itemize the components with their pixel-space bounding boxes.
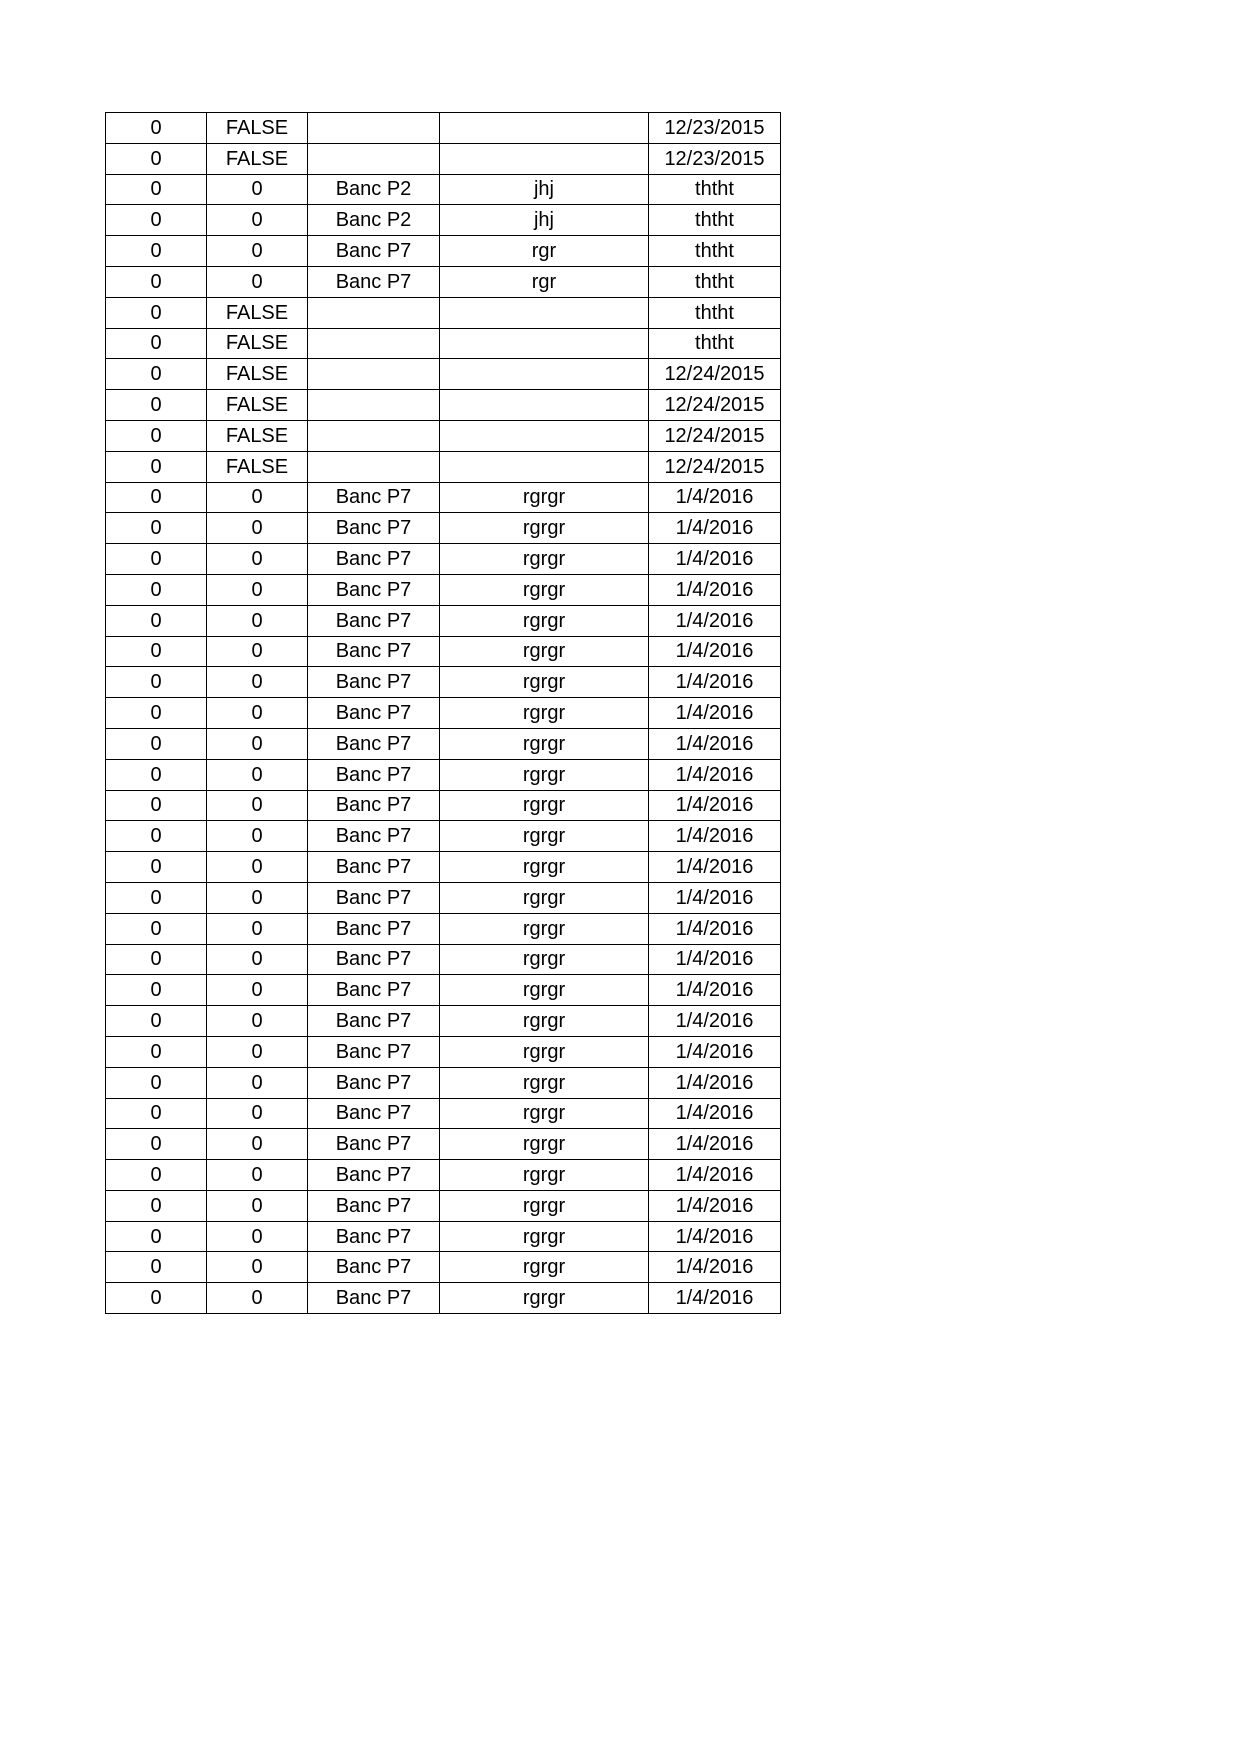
col-2-cell: 0 xyxy=(207,1160,308,1191)
col-2-cell: 0 xyxy=(207,236,308,267)
col-2-cell: 0 xyxy=(207,667,308,698)
col-1-cell: 0 xyxy=(106,544,207,575)
date-cell: 1/4/2016 xyxy=(649,698,781,729)
table-row xyxy=(106,420,781,451)
col-1-cell: 0 xyxy=(106,944,207,975)
col-2-cell: 0 xyxy=(207,636,308,667)
date-cell: 1/4/2016 xyxy=(649,1160,781,1191)
date-cell: 1/4/2016 xyxy=(649,1067,781,1098)
code-cell: rgrgr xyxy=(440,882,649,913)
bank-cell: Banc P7 xyxy=(308,1283,440,1314)
bank-cell: Banc P7 xyxy=(308,790,440,821)
col-1-cell: 0 xyxy=(106,266,207,297)
bank-cell xyxy=(308,390,440,421)
col-2-cell: 0 xyxy=(207,266,308,297)
code-cell: rgr xyxy=(440,266,649,297)
table-row xyxy=(106,1252,781,1283)
date-cell: 12/23/2015 xyxy=(649,143,781,174)
table-row xyxy=(106,297,781,328)
table-row xyxy=(106,821,781,852)
col-2-cell: 0 xyxy=(207,913,308,944)
date-cell: 1/4/2016 xyxy=(649,759,781,790)
bank-cell: Banc P7 xyxy=(308,266,440,297)
bank-cell: Banc P7 xyxy=(308,544,440,575)
bank-cell xyxy=(308,451,440,482)
table-row xyxy=(106,174,781,205)
bank-cell: Banc P7 xyxy=(308,698,440,729)
bank-cell: Banc P7 xyxy=(308,636,440,667)
date-cell: 12/24/2015 xyxy=(649,390,781,421)
table-row xyxy=(106,451,781,482)
code-cell: jhj xyxy=(440,205,649,236)
col-1-cell: 0 xyxy=(106,390,207,421)
bank-cell: Banc P7 xyxy=(308,1190,440,1221)
col-1-cell: 0 xyxy=(106,574,207,605)
bank-cell: Banc P7 xyxy=(308,759,440,790)
col-1-cell: 0 xyxy=(106,236,207,267)
table-row xyxy=(106,1283,781,1314)
col-2-cell: 0 xyxy=(207,513,308,544)
bank-cell: Banc P7 xyxy=(308,882,440,913)
data-table xyxy=(105,112,781,1314)
table-row xyxy=(106,574,781,605)
table-body xyxy=(106,113,781,1314)
col-1-cell: 0 xyxy=(106,1160,207,1191)
bank-cell: Banc P7 xyxy=(308,1129,440,1160)
code-cell: rgrgr xyxy=(440,975,649,1006)
bank-cell: Banc P7 xyxy=(308,821,440,852)
col-1-cell: 0 xyxy=(106,1283,207,1314)
col-2-cell: 0 xyxy=(207,728,308,759)
code-cell xyxy=(440,143,649,174)
table-row xyxy=(106,913,781,944)
code-cell: rgrgr xyxy=(440,1036,649,1067)
table-row xyxy=(106,236,781,267)
table-row xyxy=(106,328,781,359)
col-1-cell: 0 xyxy=(106,1221,207,1252)
table-row xyxy=(106,605,781,636)
date-cell: 1/4/2016 xyxy=(649,1129,781,1160)
code-cell: rgrgr xyxy=(440,759,649,790)
bank-cell: Banc P7 xyxy=(308,667,440,698)
col-1-cell: 0 xyxy=(106,205,207,236)
date-cell: 1/4/2016 xyxy=(649,1190,781,1221)
col-2-cell: 0 xyxy=(207,698,308,729)
code-cell: rgrgr xyxy=(440,1283,649,1314)
table-row xyxy=(106,1006,781,1037)
code-cell: rgr xyxy=(440,236,649,267)
date-cell: 1/4/2016 xyxy=(649,852,781,883)
bank-cell: Banc P7 xyxy=(308,482,440,513)
col-1-cell: 0 xyxy=(106,482,207,513)
bank-cell: Banc P7 xyxy=(308,944,440,975)
col-2-cell: 0 xyxy=(207,1006,308,1037)
col-1-cell: 0 xyxy=(106,975,207,1006)
date-cell: 1/4/2016 xyxy=(649,944,781,975)
bank-cell: Banc P2 xyxy=(308,174,440,205)
col-2-cell: FALSE xyxy=(207,113,308,144)
bank-cell: Banc P7 xyxy=(308,1067,440,1098)
date-cell: 1/4/2016 xyxy=(649,1252,781,1283)
col-1-cell: 0 xyxy=(106,605,207,636)
col-2-cell: 0 xyxy=(207,1036,308,1067)
date-cell: ththt xyxy=(649,174,781,205)
bank-cell: Banc P2 xyxy=(308,205,440,236)
code-cell: rgrgr xyxy=(440,605,649,636)
col-2-cell: 0 xyxy=(207,544,308,575)
date-cell: 1/4/2016 xyxy=(649,1098,781,1129)
date-cell: 1/4/2016 xyxy=(649,1036,781,1067)
date-cell: ththt xyxy=(649,205,781,236)
col-2-cell: 0 xyxy=(207,1283,308,1314)
date-cell: 1/4/2016 xyxy=(649,605,781,636)
table-row xyxy=(106,698,781,729)
table-row xyxy=(106,143,781,174)
bank-cell: Banc P7 xyxy=(308,852,440,883)
col-2-cell: FALSE xyxy=(207,143,308,174)
bank-cell xyxy=(308,359,440,390)
table-row xyxy=(106,944,781,975)
date-cell: ththt xyxy=(649,328,781,359)
date-cell: 1/4/2016 xyxy=(649,1283,781,1314)
table-row xyxy=(106,728,781,759)
code-cell: rgrgr xyxy=(440,821,649,852)
col-1-cell: 0 xyxy=(106,882,207,913)
col-2-cell: 0 xyxy=(207,759,308,790)
bank-cell: Banc P7 xyxy=(308,728,440,759)
bank-cell: Banc P7 xyxy=(308,913,440,944)
col-1-cell: 0 xyxy=(106,1252,207,1283)
code-cell: rgrgr xyxy=(440,1190,649,1221)
date-cell: ththt xyxy=(649,266,781,297)
code-cell: rgrgr xyxy=(440,728,649,759)
date-cell: 1/4/2016 xyxy=(649,482,781,513)
date-cell: 1/4/2016 xyxy=(649,574,781,605)
col-2-cell: 0 xyxy=(207,882,308,913)
table-row xyxy=(106,852,781,883)
code-cell: rgrgr xyxy=(440,1221,649,1252)
bank-cell xyxy=(308,113,440,144)
code-cell: rgrgr xyxy=(440,1006,649,1037)
table-row xyxy=(106,1067,781,1098)
code-cell xyxy=(440,420,649,451)
table-row xyxy=(106,1036,781,1067)
col-2-cell: 0 xyxy=(207,205,308,236)
col-2-cell: 0 xyxy=(207,1190,308,1221)
date-cell: 12/23/2015 xyxy=(649,113,781,144)
col-1-cell: 0 xyxy=(106,1006,207,1037)
code-cell: rgrgr xyxy=(440,852,649,883)
col-2-cell: 0 xyxy=(207,790,308,821)
table-row xyxy=(106,759,781,790)
table-row xyxy=(106,636,781,667)
col-1-cell: 0 xyxy=(106,174,207,205)
col-2-cell: FALSE xyxy=(207,390,308,421)
col-1-cell: 0 xyxy=(106,1098,207,1129)
col-2-cell: 0 xyxy=(207,1098,308,1129)
date-cell: 12/24/2015 xyxy=(649,420,781,451)
bank-cell: Banc P7 xyxy=(308,1160,440,1191)
code-cell: rgrgr xyxy=(440,944,649,975)
table-row xyxy=(106,513,781,544)
bank-cell: Banc P7 xyxy=(308,975,440,1006)
col-2-cell: FALSE xyxy=(207,451,308,482)
col-2-cell: 0 xyxy=(207,174,308,205)
col-1-cell: 0 xyxy=(106,513,207,544)
table-row xyxy=(106,1221,781,1252)
code-cell: jhj xyxy=(440,174,649,205)
table-row xyxy=(106,482,781,513)
col-2-cell: 0 xyxy=(207,1129,308,1160)
col-2-cell: FALSE xyxy=(207,359,308,390)
bank-cell xyxy=(308,297,440,328)
col-2-cell: 0 xyxy=(207,975,308,1006)
col-2-cell: 0 xyxy=(207,574,308,605)
date-cell: 1/4/2016 xyxy=(649,667,781,698)
code-cell xyxy=(440,297,649,328)
col-1-cell: 0 xyxy=(106,636,207,667)
code-cell: rgrgr xyxy=(440,574,649,605)
date-cell: ththt xyxy=(649,236,781,267)
code-cell: rgrgr xyxy=(440,513,649,544)
code-cell xyxy=(440,113,649,144)
bank-cell xyxy=(308,420,440,451)
table-row xyxy=(106,544,781,575)
bank-cell: Banc P7 xyxy=(308,574,440,605)
col-1-cell: 0 xyxy=(106,1067,207,1098)
bank-cell: Banc P7 xyxy=(308,605,440,636)
col-2-cell: 0 xyxy=(207,1067,308,1098)
table-row xyxy=(106,975,781,1006)
table-row xyxy=(106,1190,781,1221)
col-1-cell: 0 xyxy=(106,852,207,883)
table-row xyxy=(106,1160,781,1191)
date-cell: 1/4/2016 xyxy=(649,882,781,913)
code-cell xyxy=(440,359,649,390)
date-cell: 1/4/2016 xyxy=(649,1006,781,1037)
date-cell: 12/24/2015 xyxy=(649,359,781,390)
bank-cell xyxy=(308,143,440,174)
bank-cell: Banc P7 xyxy=(308,1006,440,1037)
col-2-cell: FALSE xyxy=(207,420,308,451)
col-1-cell: 0 xyxy=(106,1036,207,1067)
date-cell: 1/4/2016 xyxy=(649,975,781,1006)
date-cell: 1/4/2016 xyxy=(649,636,781,667)
bank-cell: Banc P7 xyxy=(308,1221,440,1252)
bank-cell xyxy=(308,328,440,359)
table-row xyxy=(106,1129,781,1160)
col-2-cell: FALSE xyxy=(207,328,308,359)
code-cell: rgrgr xyxy=(440,482,649,513)
code-cell: rgrgr xyxy=(440,1160,649,1191)
bank-cell: Banc P7 xyxy=(308,1252,440,1283)
table-row xyxy=(106,390,781,421)
code-cell: rgrgr xyxy=(440,1129,649,1160)
date-cell: 1/4/2016 xyxy=(649,913,781,944)
col-1-cell: 0 xyxy=(106,913,207,944)
table-row xyxy=(106,359,781,390)
table-row xyxy=(106,266,781,297)
table-row xyxy=(106,113,781,144)
col-1-cell: 0 xyxy=(106,1190,207,1221)
date-cell: 12/24/2015 xyxy=(649,451,781,482)
col-2-cell: 0 xyxy=(207,944,308,975)
col-2-cell: 0 xyxy=(207,852,308,883)
date-cell: 1/4/2016 xyxy=(649,728,781,759)
date-cell: ththt xyxy=(649,297,781,328)
code-cell: rgrgr xyxy=(440,1252,649,1283)
table-row xyxy=(106,790,781,821)
col-1-cell: 0 xyxy=(106,451,207,482)
col-1-cell: 0 xyxy=(106,113,207,144)
date-cell: 1/4/2016 xyxy=(649,513,781,544)
date-cell: 1/4/2016 xyxy=(649,821,781,852)
col-2-cell: 0 xyxy=(207,1252,308,1283)
code-cell: rgrgr xyxy=(440,913,649,944)
col-1-cell: 0 xyxy=(106,328,207,359)
col-2-cell: 0 xyxy=(207,482,308,513)
col-2-cell: FALSE xyxy=(207,297,308,328)
col-2-cell: 0 xyxy=(207,605,308,636)
table-row xyxy=(106,882,781,913)
col-1-cell: 0 xyxy=(106,143,207,174)
col-1-cell: 0 xyxy=(106,790,207,821)
code-cell xyxy=(440,451,649,482)
code-cell: rgrgr xyxy=(440,667,649,698)
table-row xyxy=(106,667,781,698)
table-row xyxy=(106,1098,781,1129)
col-2-cell: 0 xyxy=(207,1221,308,1252)
code-cell: rgrgr xyxy=(440,790,649,821)
bank-cell: Banc P7 xyxy=(308,1098,440,1129)
col-1-cell: 0 xyxy=(106,728,207,759)
date-cell: 1/4/2016 xyxy=(649,1221,781,1252)
col-1-cell: 0 xyxy=(106,1129,207,1160)
col-2-cell: 0 xyxy=(207,821,308,852)
col-1-cell: 0 xyxy=(106,698,207,729)
col-1-cell: 0 xyxy=(106,359,207,390)
col-1-cell: 0 xyxy=(106,297,207,328)
code-cell: rgrgr xyxy=(440,636,649,667)
code-cell: rgrgr xyxy=(440,698,649,729)
bank-cell: Banc P7 xyxy=(308,513,440,544)
bank-cell: Banc P7 xyxy=(308,236,440,267)
col-1-cell: 0 xyxy=(106,667,207,698)
code-cell: rgrgr xyxy=(440,544,649,575)
table-row xyxy=(106,205,781,236)
col-1-cell: 0 xyxy=(106,420,207,451)
code-cell xyxy=(440,390,649,421)
code-cell: rgrgr xyxy=(440,1067,649,1098)
date-cell: 1/4/2016 xyxy=(649,544,781,575)
date-cell: 1/4/2016 xyxy=(649,790,781,821)
col-1-cell: 0 xyxy=(106,821,207,852)
code-cell xyxy=(440,328,649,359)
bank-cell: Banc P7 xyxy=(308,1036,440,1067)
code-cell: rgrgr xyxy=(440,1098,649,1129)
col-1-cell: 0 xyxy=(106,759,207,790)
